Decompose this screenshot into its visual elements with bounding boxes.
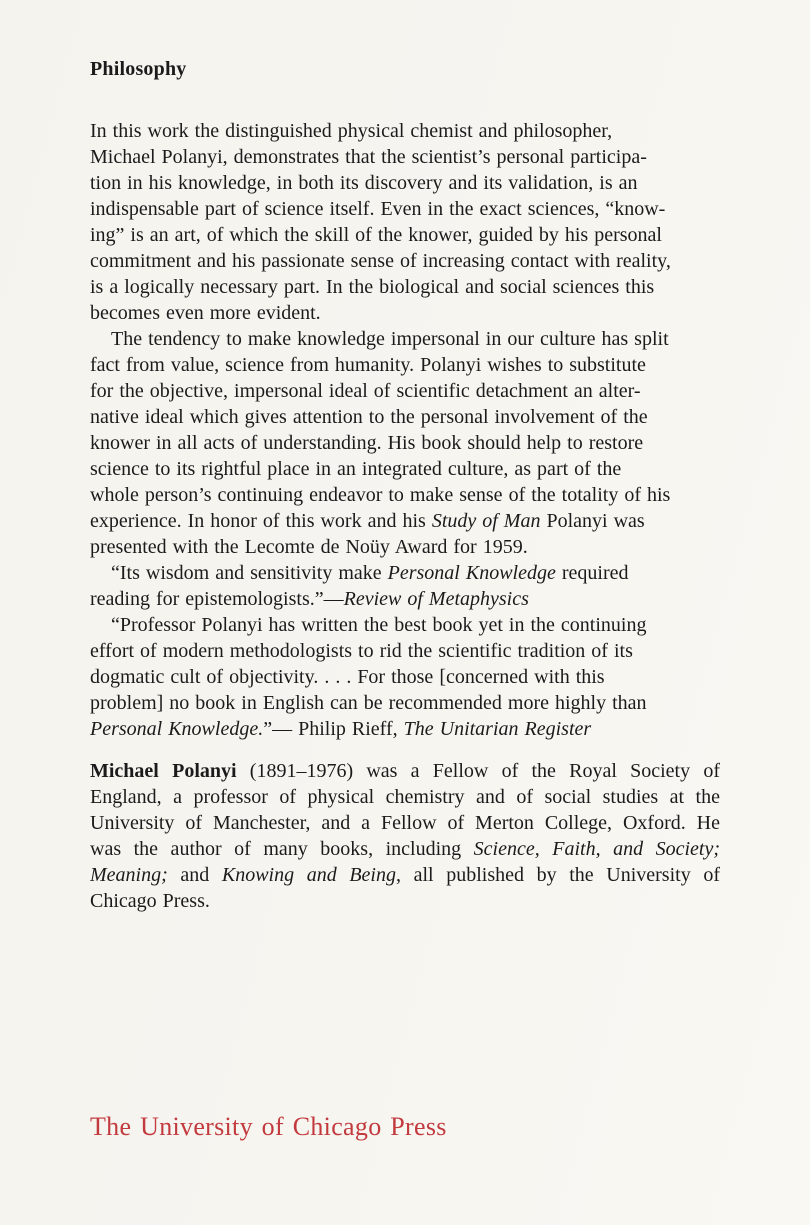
text-line: whole person’s continuing endeavor to make sense of the totality of his xyxy=(90,484,671,506)
text-line: experience. In honor of this work and his Study of Man Polanyi was xyxy=(90,510,645,532)
text-line: “Professor Polanyi has written the best book yet in the continuing xyxy=(111,614,647,636)
text-line: Michael Polanyi (1891–1976) was a Fellow of the Royal Society of xyxy=(90,760,720,782)
text-line: native ideal which gives attention to the personal involvement of the xyxy=(90,406,648,428)
text-line: England, a professor of physical chemistry and of social studies at the xyxy=(90,786,720,808)
text-line: was the author of many books, including Science, Faith, and Society; xyxy=(90,838,720,860)
text-line: for the objective, impersonal ideal of scientific detachment an alter- xyxy=(90,380,641,402)
text-line: fact from value, science from humanity. Polanyi wishes to substitute xyxy=(90,354,646,376)
text-line: tion in his knowledge, in both its discovery and its validation, is an xyxy=(90,172,638,194)
text-line: In this work the distinguished physical chemist and philosopher, xyxy=(90,120,613,142)
blurb-paragraph xyxy=(90,560,722,612)
text-line: commitment and his passionate sense of increasing contact with reality, xyxy=(90,250,671,272)
author-bio xyxy=(90,758,720,914)
text-line: Michael Polanyi, demonstrates that the scientist’s personal participa- xyxy=(90,146,647,168)
blurb-paragraph xyxy=(90,118,722,326)
text-line: Personal Knowledge.”— Philip Rieff, The Unitarian Register xyxy=(90,718,592,740)
blurb-paragraph xyxy=(90,612,722,742)
category-label: Philosophy xyxy=(90,58,187,80)
text-line: effort of modern methodologists to rid the scientific tradition of its xyxy=(90,640,633,662)
publisher-imprint: The University of Chicago Press xyxy=(90,1112,447,1141)
book-blurb xyxy=(90,118,722,742)
text-line: science to its rightful place in an integrated culture, as part of the xyxy=(90,458,622,480)
text-line: becomes even more evident. xyxy=(90,302,321,324)
text-line: University of Manchester, and a Fellow of Merton College, Oxford. He xyxy=(90,812,720,834)
text-line: indispensable part of science itself. Even in the exact sciences, “know- xyxy=(90,198,666,220)
blurb-paragraph xyxy=(90,326,722,560)
text-line: Chicago Press. xyxy=(90,890,210,912)
text-line: The tendency to make knowledge impersonal in our culture has split xyxy=(111,328,669,350)
text-line: problem] no book in English can be recommended more highly than xyxy=(90,692,647,714)
text-line: ing” is an art, of which the skill of the knower, guided by his personal xyxy=(90,224,662,246)
text-line: Meaning; and Knowing and Being, all published by the University of xyxy=(90,864,720,886)
text-line: is a logically necessary part. In the biological and social sciences this xyxy=(90,276,655,298)
text-line: presented with the Lecomte de Noüy Award for 1959. xyxy=(90,536,528,558)
text-line: dogmatic cult of objectivity. . . . For those [concerned with this xyxy=(90,666,605,688)
text-line: reading for epistemologists.”—Review of Metaphysics xyxy=(90,588,529,610)
text-line: knower in all acts of understanding. His book should help to restore xyxy=(90,432,644,454)
bio-paragraph xyxy=(90,758,720,914)
text-line: “Its wisdom and sensitivity make Personal Knowledge required xyxy=(111,562,629,584)
